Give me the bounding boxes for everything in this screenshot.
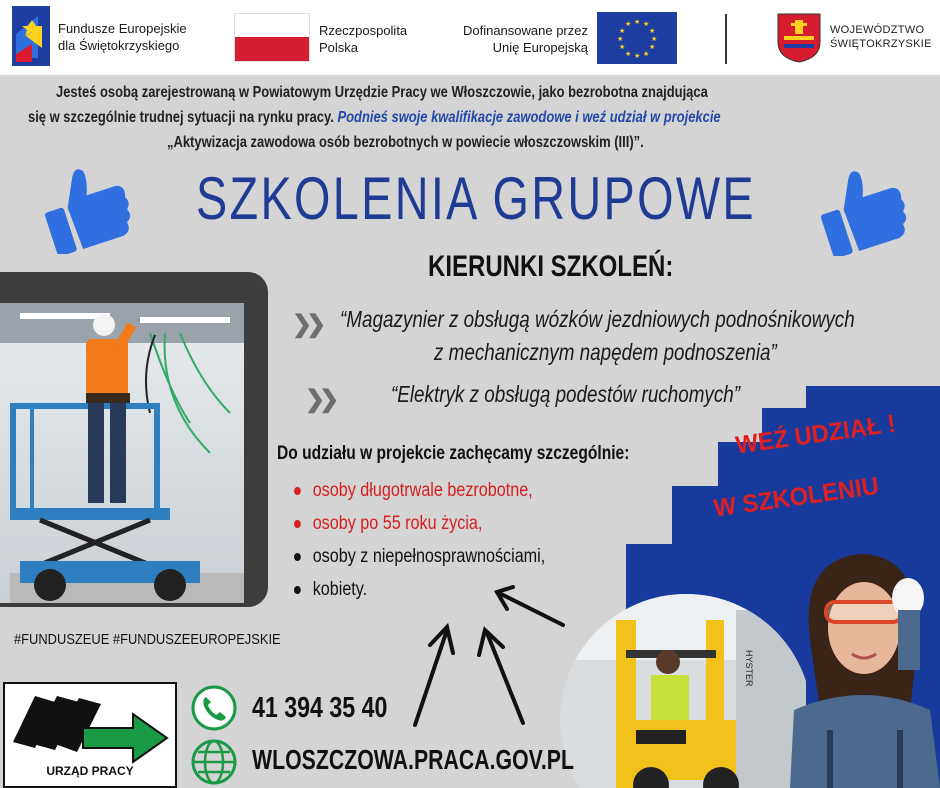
svg-text:★: ★ (634, 52, 641, 60)
polish-flag-red (234, 37, 310, 62)
electrician-photo (0, 303, 244, 603)
bullet-2 (294, 513, 482, 535)
course-1-arrow-icon: ❯❯ (292, 311, 321, 338)
bullet-3-text: osoby z niepełnosprawnościami, (312, 546, 546, 567)
fundusze-europejskie-logo (12, 6, 50, 66)
urzad-pracy-logo-icon (5, 684, 175, 764)
woj-text (830, 23, 932, 51)
svg-text:★: ★ (619, 43, 626, 51)
course-1-line1: “Magazynier z obsługą wózków jezdniowych podnośnikowych (340, 306, 855, 332)
bullet-dot-icon (294, 520, 301, 528)
course-2-arrow-icon: ❯❯ (305, 386, 334, 413)
bullet-dot-icon (294, 487, 301, 495)
globe-icon (190, 738, 238, 786)
intro-line2-highlight: Podnieś swoje kwalifikacje zawodowe i weź udział w projekcie (337, 109, 721, 126)
fe-line2: dla Świętokrzyskiego (58, 38, 180, 53)
fe-text (58, 20, 187, 54)
bullet-4 (294, 579, 367, 601)
svg-text:★: ★ (634, 18, 641, 26)
svg-text:★: ★ (651, 35, 658, 43)
svg-text:★: ★ (625, 50, 632, 58)
woj-line1: WOJEWÓDZTWO (830, 24, 925, 36)
eu-line1: Dofinansowane przez (462, 23, 588, 38)
svg-text:★: ★ (619, 27, 626, 35)
encourage-heading: Do udziału w projekcie zachęcamy szczególnie: (277, 443, 630, 464)
rp-line1: Rzeczpospolita (319, 23, 408, 38)
website-link[interactable]: WLOSZCZOWA.PRACA.GOV.PL (252, 744, 574, 775)
header-divider (725, 14, 727, 64)
rp-line2: Polska (319, 40, 359, 55)
svg-text:★: ★ (625, 20, 632, 28)
eu-flag (597, 12, 677, 64)
woman-worker-photo (790, 540, 940, 788)
hashtags: #FUNDUSZEUE #FUNDUSZEEUROPEJSKIE (14, 631, 281, 648)
bullet-dot-icon (294, 553, 301, 561)
intro-line1: Jesteś osobą zarejestrowaną w Powiatowym Urzędzie Pracy we Włoszczowie, jako bezrobotna znajdująca (56, 84, 708, 101)
cta-line2: W SZKOLENIU (712, 471, 881, 523)
fe-line1: Fundusze Europejskie (58, 21, 187, 36)
thumbs-up-icon (36, 158, 136, 254)
bullet-1 (294, 480, 533, 502)
svg-text:★: ★ (649, 43, 656, 51)
logo-label: URZĄD PRACY (46, 764, 134, 778)
polish-flag-white (234, 13, 310, 37)
eu-line2: Unię Europejską (492, 40, 588, 55)
woj-line2: ŚWIĘTOKRZYSKIE (830, 38, 932, 50)
page-title: SZKOLENIA GRUPOWE (196, 165, 756, 232)
bullet-2-text: osoby po 55 roku życia, (312, 513, 483, 534)
section-heading: KIERUNKI SZKOLEŃ: (428, 250, 674, 283)
intro-line3: „Aktywizacja zawodowa osób bezrobotnych w powiecie włoszczowskim (III)”. (167, 134, 644, 151)
course-1-line2: z mechanicznym napędem podnoszenia” (434, 339, 777, 365)
intro-line2 (28, 109, 721, 127)
bullet-dot-icon (294, 586, 301, 594)
phone-icon (190, 684, 238, 732)
eu-text (438, 22, 588, 56)
svg-text:★: ★ (649, 27, 656, 35)
thumbs-up-icon-right (812, 160, 912, 256)
pointing-arrows-icon (395, 585, 575, 735)
bullet-4-text: kobiety. (312, 579, 368, 600)
urzad-pracy-logo (3, 682, 177, 788)
eu-stars-icon (597, 12, 677, 64)
course-2: “Elektryk z obsługą podestów ruchomych” (391, 381, 741, 407)
intro-line2-part1: się w szczególnie trudnej sytuacji na rynku pracy. (28, 109, 338, 126)
cta-line1: WEŹ UDZIAŁ ! (734, 409, 898, 460)
svg-text:★: ★ (643, 50, 650, 58)
forklift-brand: HYSTER (744, 650, 754, 687)
svg-text:★: ★ (643, 20, 650, 28)
coat-of-arms-icon (776, 12, 822, 64)
rp-text (319, 22, 407, 56)
bullet-1-text: osoby długotrwale bezrobotne, (312, 480, 533, 501)
bullet-3 (294, 546, 545, 568)
svg-text:★: ★ (617, 35, 624, 43)
forklift-photo (556, 590, 806, 788)
phone-number[interactable]: 41 394 35 40 (252, 692, 388, 724)
